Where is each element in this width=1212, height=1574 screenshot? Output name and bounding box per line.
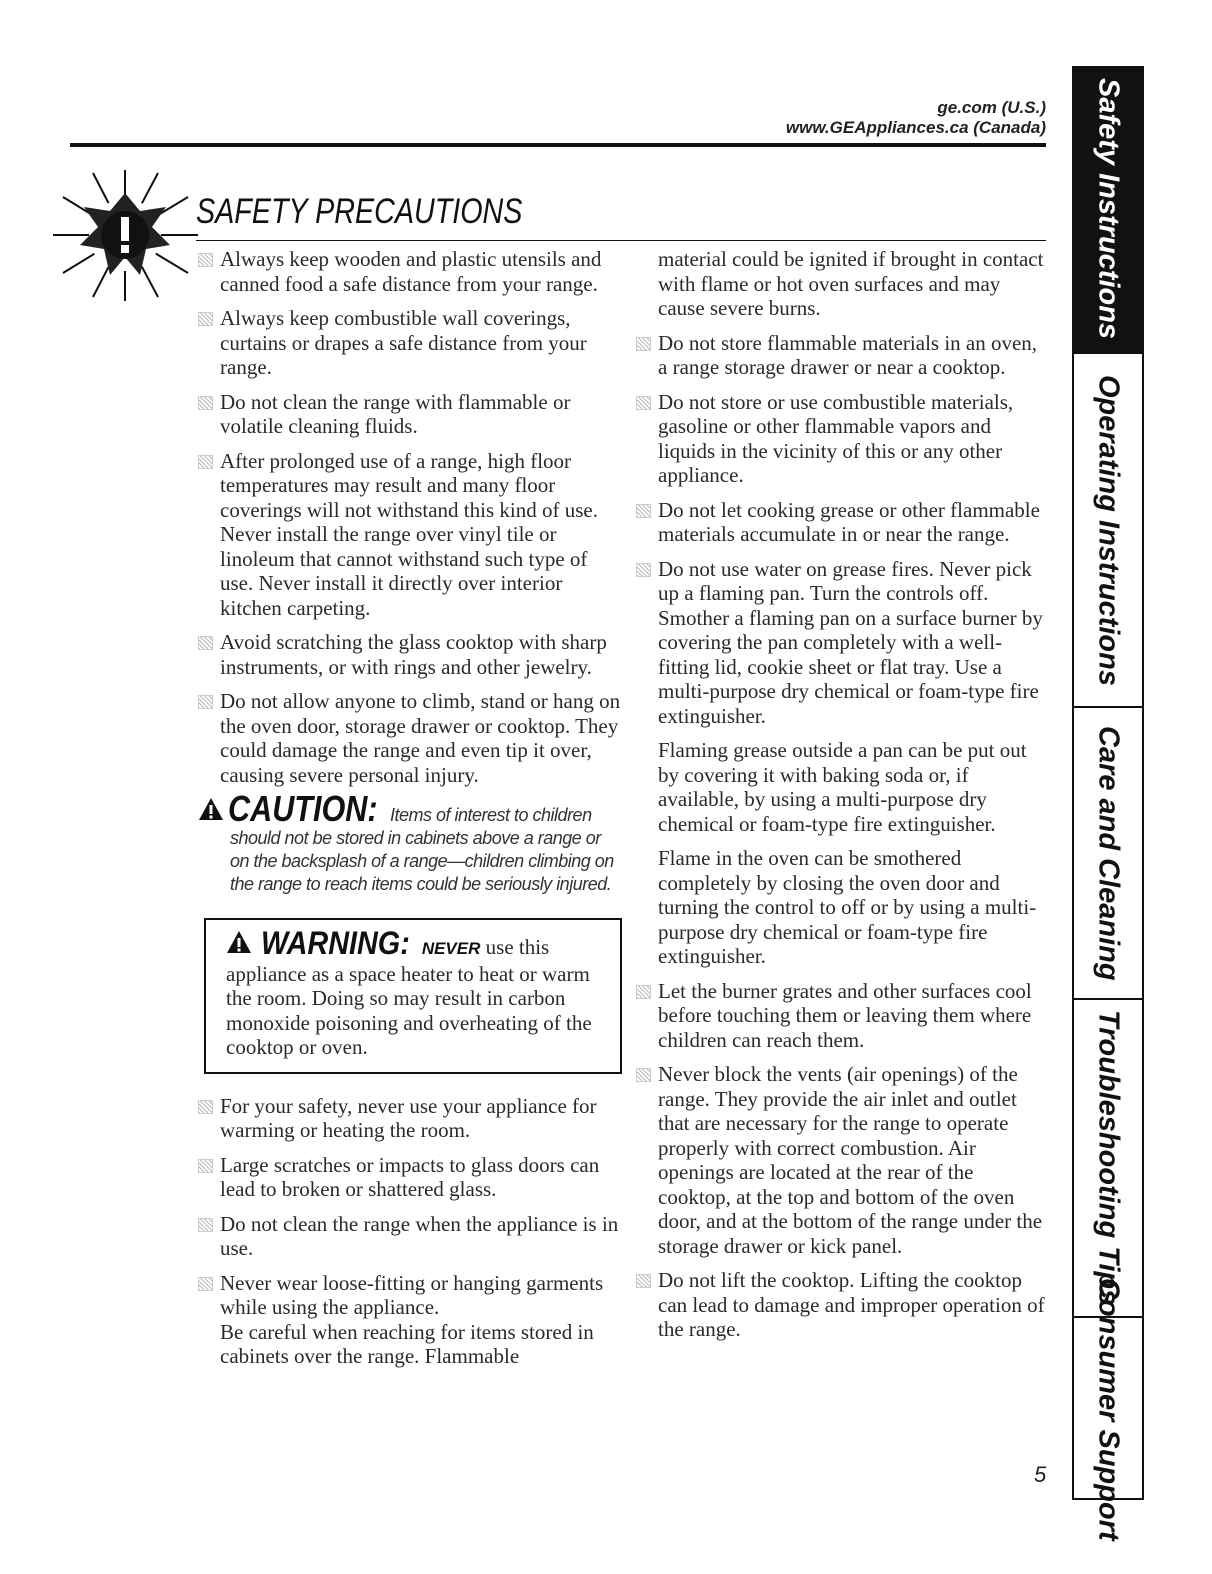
bullet-icon [198,1218,213,1232]
continuation-text: Be careful when reaching for items stored in cabinets over the range. Flammable [220,1319,594,1368]
warning-box [204,918,622,1074]
list-item: Do not clean the range when the appliance is in use. [198,1212,623,1261]
warning-starburst-icon [48,165,203,305]
page-number: 5 [1034,1462,1047,1487]
tab-consumer-support[interactable]: Consumer Support [1092,1277,1125,1541]
warning-label: WARNING: [261,925,411,961]
header-links [786,98,1046,138]
bullet-icon [636,337,651,351]
bullet-icon [636,985,651,999]
list-item: Always keep wooden and plastic utensils and canned food a safe distance from your range. [198,247,623,296]
paragraph: Flame in the oven can be smothered completely by closing the oven door and turning the control to off or by using a multi-purpose dry chemical or foam-type fire extinguisher. [658,846,1037,968]
list-item: Large scratches or impacts to glass doors can lead to broken or shattered glass. [198,1153,623,1202]
caution-label: CAUTION: [228,788,378,829]
warning-triangle-icon [198,797,224,821]
title-rule [196,240,1046,241]
bullet-icon [198,253,213,267]
bullet-icon [636,563,651,577]
warning-text: appliance as a space heater to heat or warm the room. Doing so may result in carbon monoxide poisoning and overheating of the cooktop or oven. [226,961,592,1059]
tab-safety-instructions[interactable]: Safety Instructions [1074,66,1142,354]
section-tabs [1072,66,1144,1541]
header-rule [70,143,1046,147]
paragraph: Flaming grease outside a pan can be put out by covering it with baking soda or, if available, by using a multi-purpose dry chemical or foam-type fire extinguisher. [658,738,1027,836]
right-column [636,247,1051,1352]
tab-care-and-cleaning[interactable]: Care and Cleaning [1074,708,1142,1000]
list-item: Do not clean the range with flammable or volatile cleaning fluids. [198,390,623,439]
left-column [198,247,623,1379]
list-item: Do not lift the cooktop. Lifting the cooktop can lead to damage and improper operation of the range. [636,1268,1051,1342]
tab-troubleshooting-tips[interactable]: Troubleshooting Tips [1074,1000,1142,1318]
tab-operating-instructions[interactable]: Operating Instructions [1074,354,1142,708]
bullet-icon [198,1277,213,1291]
bullet-icon [198,312,213,326]
warning-text-first: use this [480,935,550,959]
bullet-icon [198,636,213,650]
list-item: For your safety, never use your appliance for warming or heating the room. [198,1094,623,1143]
bullet-icon [636,1274,651,1288]
site-us-link[interactable]: ge.com (U.S.) [937,98,1046,117]
bullet-icon [198,1159,213,1173]
list-item: Do not store or use combustible materials, gasoline or other flammable vapors and liquids in the vicinity of this or any other appliance. [636,390,1051,488]
list-item: Let the burner grates and other surfaces cool before touching them or leaving them where children can reach them. [636,979,1051,1053]
page-title: SAFETY PRECAUTIONS [196,192,523,231]
bullet-icon [198,455,213,469]
list-item: After prolonged use of a range, high floor temperatures may result and many floor coverings will not withstand this kind of use. Never install the range over vinyl tile or linoleum that cannot withstand such type of use. Never install it directly over interior kitchen carpeting. [198,449,623,621]
bullet-icon [198,695,213,709]
list-item: Do not allow anyone to climb, stand or hang on the oven door, storage drawer or cooktop. They could damage the range and even tip it over, causing severe personal injury. [198,689,623,787]
caution-block [198,788,623,896]
list-item: Never wear loose-fitting or hanging garments while using the appliance. [198,1271,623,1320]
list-item: Never block the vents (air openings) of the range. They provide the air inlet and outlet that are necessary for the range to operate properly with correct combustion. Air openings are located at the rear of the cooktop, at the top and bottom of the oven door, and at the bottom of the range under the storage drawer or kick panel. [636,1062,1051,1258]
site-canada-link[interactable]: www.GEAppliances.ca (Canada) [785,118,1046,137]
bullet-icon [198,1100,213,1114]
warning-never: NEVER [421,939,481,958]
bullet-icon [636,396,651,410]
bullet-icon [636,504,651,518]
caution-text-first: Items of interest to children [389,805,592,825]
list-item: Do not use water on grease fires. Never pick up a flaming pan. Turn the controls off. Smother a flaming pan on a surface burner by covering the pan completely with a well-fitting lid, cookie sheet or flat tray. Use a multi-purpose dry chemical or foam-type fire extinguisher. [636,557,1051,729]
list-item: Do not store flammable materials in an oven, a range storage drawer or near a cooktop. [636,331,1051,380]
warning-triangle-icon [226,930,252,954]
bullet-icon [198,396,213,410]
list-item: Do not let cooking grease or other flammable materials accumulate in or near the range. [636,498,1051,547]
continuation-text: material could be ignited if brought in contact with flame or hot oven surfaces and may cause severe burns. [658,247,1044,320]
list-item: Always keep combustible wall coverings, curtains or drapes a safe distance from your range. [198,306,623,380]
caution-text: should not be stored in cabinets above a range or on the backsplash of a range—children climbing on the range to reach items could be seriously injured. [230,828,614,894]
bullet-icon [636,1068,651,1082]
list-item: Avoid scratching the glass cooktop with sharp instruments, or with rings and other jewelry. [198,630,623,679]
